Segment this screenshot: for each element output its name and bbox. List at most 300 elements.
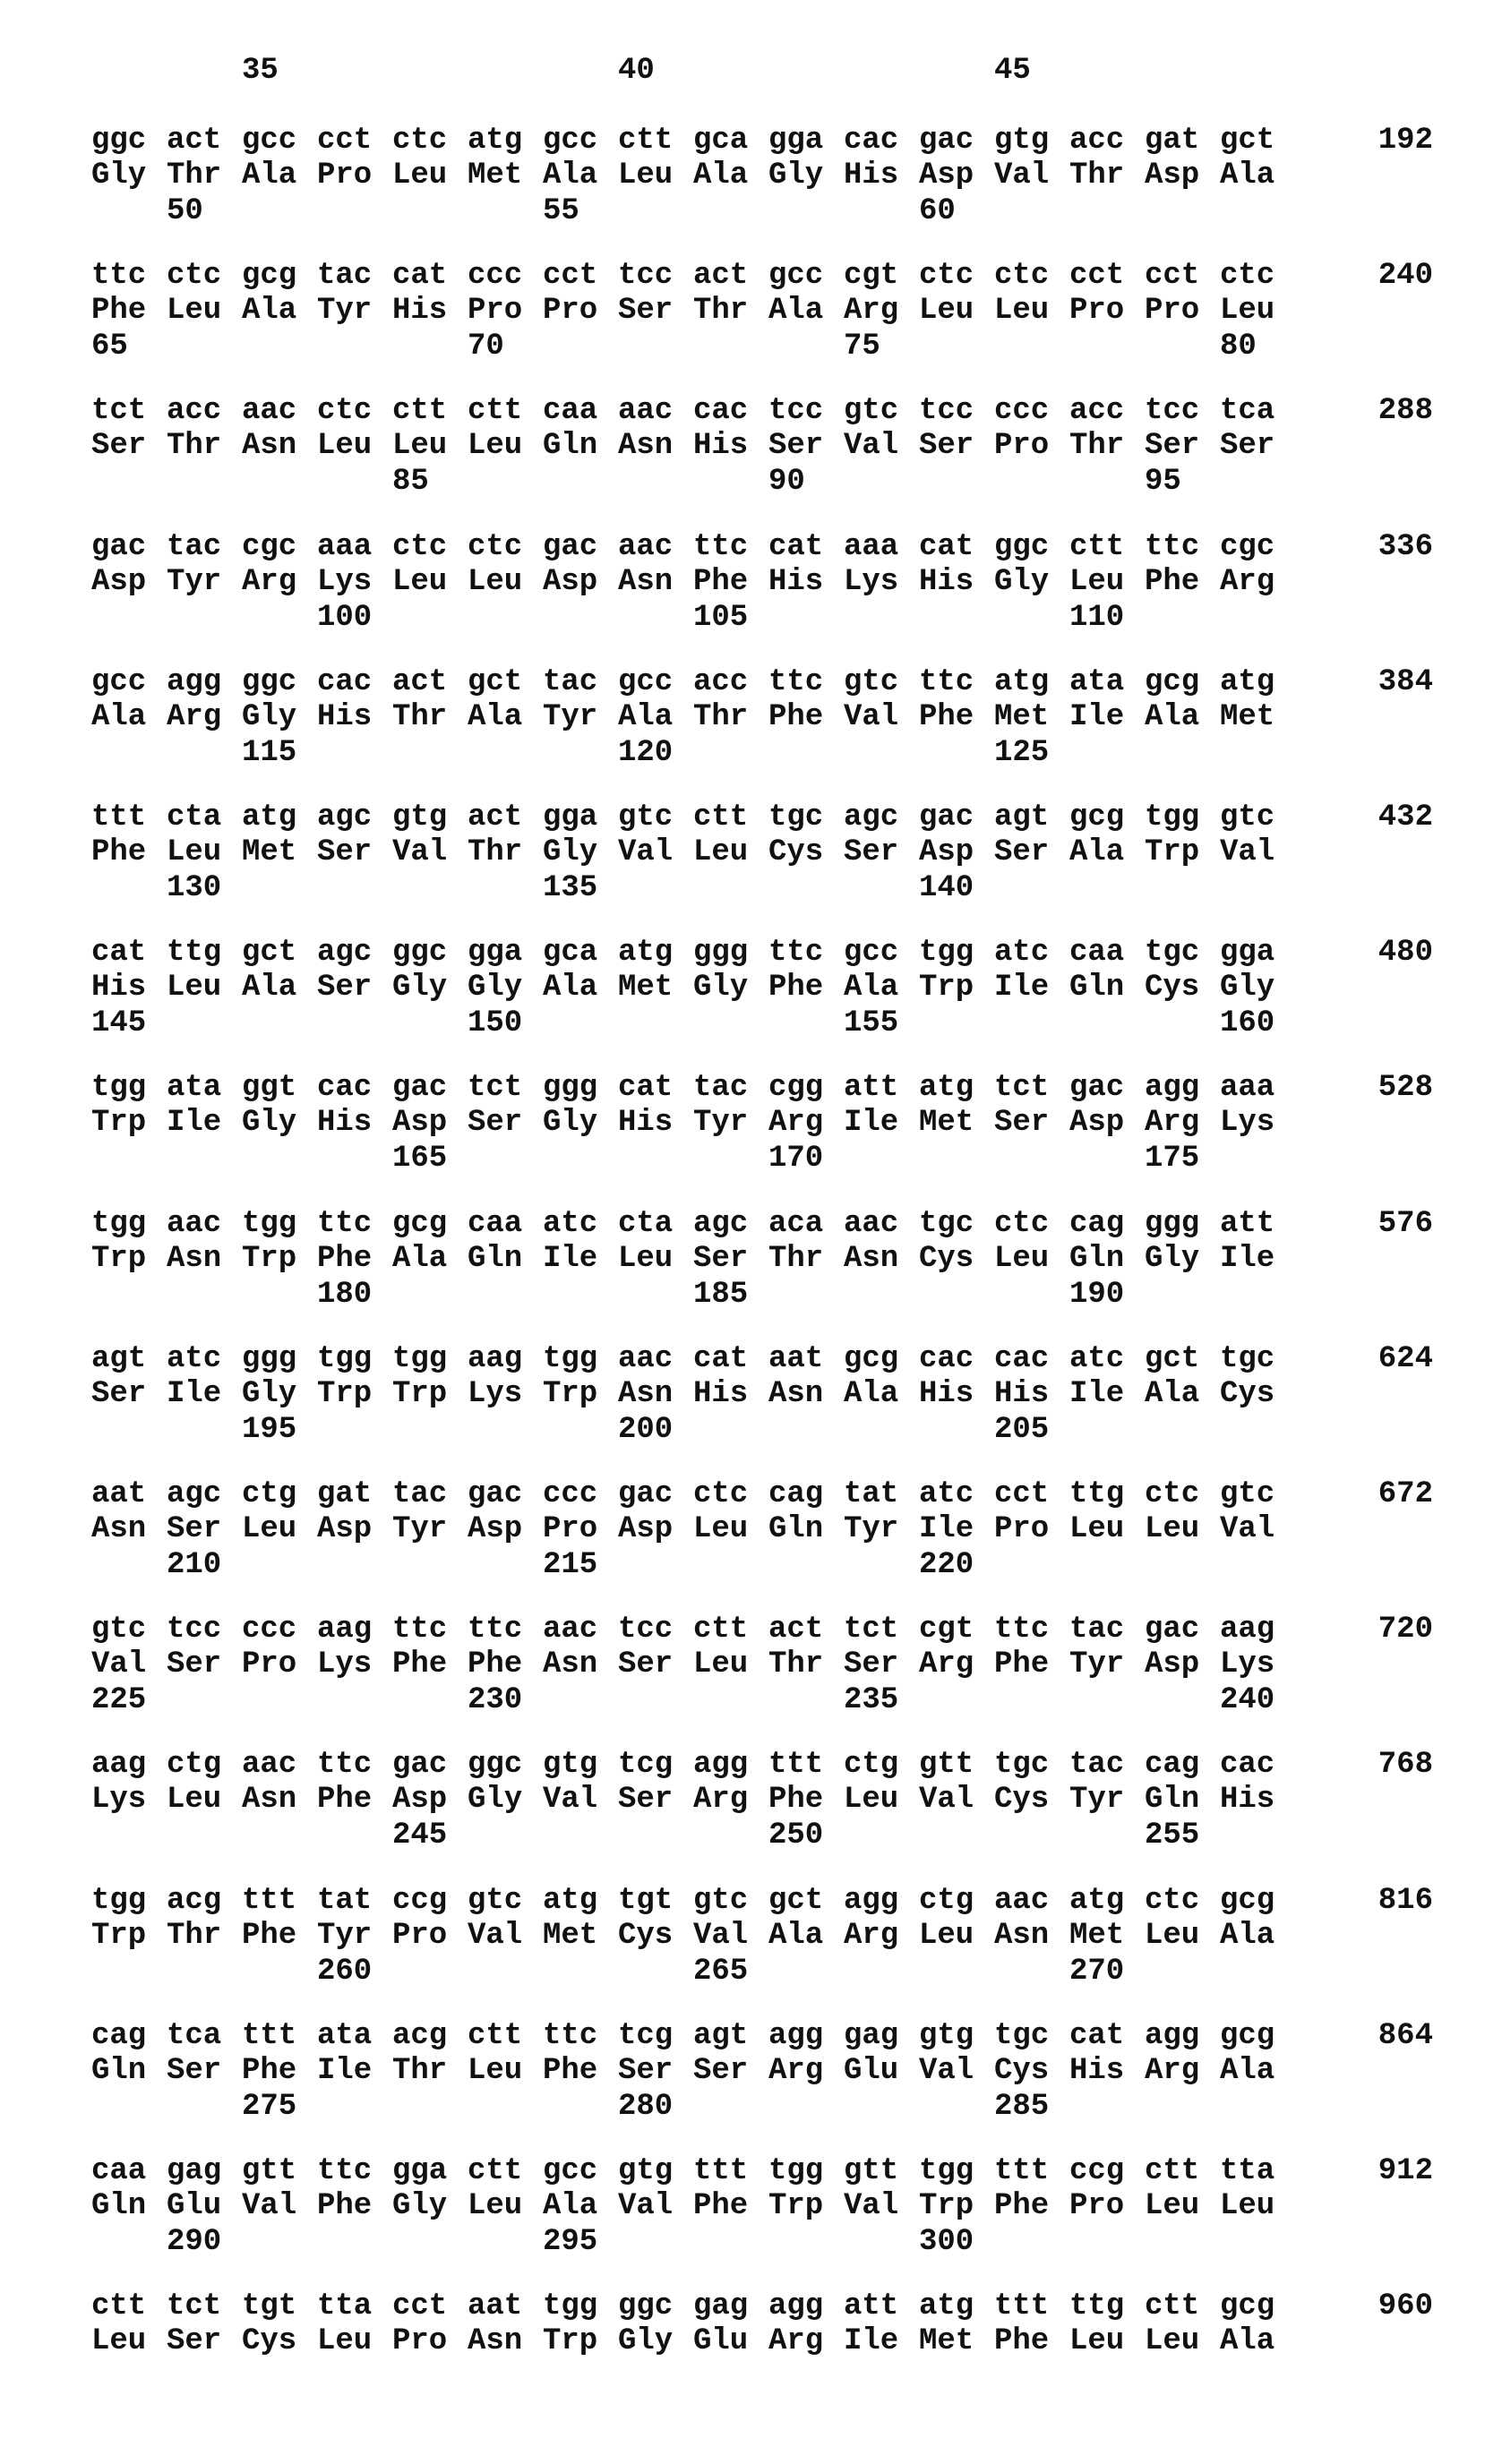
residue-number: 225 bbox=[91, 1683, 167, 1717]
residue-number bbox=[317, 465, 392, 499]
amino-acid: Ser bbox=[91, 1377, 167, 1411]
residue-number: 250 bbox=[768, 1818, 844, 1852]
nucleotide-position: 240 bbox=[1370, 259, 1433, 293]
codon: agg bbox=[1145, 1071, 1220, 1105]
residue-number bbox=[919, 601, 994, 635]
header-residue-numbers-cell bbox=[1220, 54, 1295, 88]
codon: gcg bbox=[1220, 2289, 1295, 2323]
residue-number bbox=[1145, 329, 1220, 364]
residue-number bbox=[768, 871, 844, 905]
codon: gat bbox=[1145, 124, 1220, 158]
codon: tac bbox=[167, 530, 242, 564]
amino-acid: Ala bbox=[1220, 2054, 1295, 2088]
residue-number bbox=[91, 465, 167, 499]
residue-number bbox=[994, 1142, 1069, 1176]
codon: ctt bbox=[91, 2289, 167, 2323]
amino-acid: Cys bbox=[618, 1919, 693, 1953]
codon: gcc bbox=[543, 124, 618, 158]
amino-acid: Ala bbox=[844, 971, 919, 1005]
amino-acid: Leu bbox=[167, 835, 242, 869]
residue-number bbox=[1069, 2225, 1145, 2259]
codon: gac bbox=[1145, 1613, 1220, 1647]
amino-acid: Phe bbox=[919, 700, 994, 734]
residue-number bbox=[392, 871, 468, 905]
codon: tgc bbox=[919, 1207, 994, 1241]
codon: gtg bbox=[543, 1748, 618, 1782]
amino-acid: His bbox=[91, 971, 167, 1005]
amino-acid: Asn bbox=[242, 429, 317, 463]
header-residue-numbers-cell bbox=[1069, 54, 1145, 88]
residue-number bbox=[543, 1818, 618, 1852]
codon: acg bbox=[167, 1884, 242, 1918]
residue-number bbox=[844, 601, 919, 635]
codon: ctt bbox=[693, 1613, 768, 1647]
residue-number bbox=[618, 1548, 693, 1582]
residue-number bbox=[1145, 871, 1220, 905]
codon: ttg bbox=[1069, 2289, 1145, 2323]
residue-number bbox=[1145, 1548, 1220, 1582]
amino-acid: Leu bbox=[618, 1242, 693, 1276]
codon: tat bbox=[844, 1477, 919, 1511]
residue-number bbox=[919, 736, 994, 770]
codon: cta bbox=[618, 1207, 693, 1241]
codon: tct bbox=[994, 1071, 1069, 1105]
codon: gtg bbox=[618, 2154, 693, 2188]
codon: ttg bbox=[167, 936, 242, 970]
residue-number bbox=[392, 2225, 468, 2259]
amino-acid: Asp bbox=[543, 565, 618, 599]
codon: gac bbox=[392, 1748, 468, 1782]
codon: ctc bbox=[1220, 259, 1295, 293]
codon: act bbox=[468, 800, 543, 834]
codon: ccc bbox=[468, 259, 543, 293]
nucleotide-position: 624 bbox=[1370, 1342, 1433, 1376]
codon: ttt bbox=[768, 1748, 844, 1782]
codon: tcg bbox=[618, 1748, 693, 1782]
codon: ttc bbox=[317, 2154, 392, 2188]
residue-number bbox=[392, 1278, 468, 1312]
amino-acid: Ala bbox=[242, 294, 317, 328]
codon: cta bbox=[167, 800, 242, 834]
amino-acid: Lys bbox=[91, 1783, 167, 1817]
amino-acid: Val bbox=[844, 700, 919, 734]
residue-number bbox=[994, 1006, 1069, 1040]
codon: cat bbox=[693, 1342, 768, 1376]
amino-acid: Tyr bbox=[317, 294, 392, 328]
amino-acid: Asn bbox=[167, 1242, 242, 1276]
amino-acid: Cys bbox=[919, 1242, 994, 1276]
residue-number: 235 bbox=[844, 1683, 919, 1717]
amino-acid: Gln bbox=[91, 2054, 167, 2088]
amino-acid: Thr bbox=[1069, 158, 1145, 192]
amino-acid: His bbox=[693, 1377, 768, 1411]
amino-acid: Ala bbox=[543, 2189, 618, 2223]
amino-acid: Pro bbox=[1069, 294, 1145, 328]
amino-acid: Leu bbox=[1069, 565, 1145, 599]
amino-acid: Leu bbox=[1145, 1512, 1220, 1546]
residue-number bbox=[844, 1413, 919, 1447]
codon: agc bbox=[167, 1477, 242, 1511]
nucleotide-position: 960 bbox=[1370, 2289, 1433, 2323]
codon: gcg bbox=[392, 1207, 468, 1241]
nucleotide-position: 576 bbox=[1370, 1207, 1433, 1241]
codon: ctt bbox=[468, 2154, 543, 2188]
codon: agg bbox=[768, 2289, 844, 2323]
amino-acid: Gln bbox=[91, 2189, 167, 2223]
codon: tca bbox=[1220, 394, 1295, 428]
amino-acid: Pro bbox=[242, 1647, 317, 1681]
residue-number bbox=[392, 329, 468, 364]
codon: gcc bbox=[768, 259, 844, 293]
amino-acid: Ile bbox=[1220, 1242, 1295, 1276]
codon: ttc bbox=[693, 530, 768, 564]
residue-number: 300 bbox=[919, 2225, 994, 2259]
codon: gtc bbox=[693, 1884, 768, 1918]
codon: gcg bbox=[844, 1342, 919, 1376]
amino-acid-line bbox=[91, 565, 1295, 599]
codon: agc bbox=[693, 1207, 768, 1241]
amino-acid: Ser bbox=[618, 1647, 693, 1681]
amino-acid: Ala bbox=[1069, 835, 1145, 869]
amino-acid: Ser bbox=[994, 1106, 1069, 1140]
residue-number: 95 bbox=[1145, 465, 1220, 499]
amino-acid: Met bbox=[994, 700, 1069, 734]
amino-acid: His bbox=[317, 1106, 392, 1140]
amino-acid: Leu bbox=[1145, 2324, 1220, 2358]
residue-number bbox=[543, 1278, 618, 1312]
amino-acid: Trp bbox=[543, 1377, 618, 1411]
amino-acid: Leu bbox=[91, 2324, 167, 2358]
codon: agt bbox=[693, 2019, 768, 2053]
codon: atc bbox=[543, 1207, 618, 1241]
codon: cgt bbox=[919, 1613, 994, 1647]
residue-number: 220 bbox=[919, 1548, 994, 1582]
codon: ctc bbox=[1145, 1477, 1220, 1511]
residue-number bbox=[693, 2225, 768, 2259]
residue-number bbox=[1069, 1142, 1145, 1176]
amino-acid: Leu bbox=[1145, 1919, 1220, 1953]
codon: gga bbox=[543, 800, 618, 834]
residue-number: 135 bbox=[543, 871, 618, 905]
amino-acid: Gln bbox=[1069, 1242, 1145, 1276]
amino-acid: Ala bbox=[392, 1242, 468, 1276]
residue-number bbox=[317, 871, 392, 905]
residue-number bbox=[1220, 1413, 1295, 1447]
residue-number bbox=[1069, 1683, 1145, 1717]
codon: cag bbox=[1145, 1748, 1220, 1782]
residue-number bbox=[768, 1548, 844, 1582]
residue-number bbox=[167, 1413, 242, 1447]
codon: ctc bbox=[693, 1477, 768, 1511]
nucleotide-position: 384 bbox=[1370, 665, 1433, 699]
codon: cac bbox=[1220, 1748, 1295, 1782]
residue-number: 160 bbox=[1220, 1006, 1295, 1040]
amino-acid: Asp bbox=[919, 835, 994, 869]
residue-number bbox=[618, 1142, 693, 1176]
codon: ctc bbox=[167, 259, 242, 293]
amino-acid: Met bbox=[543, 1919, 618, 1953]
amino-acid: Leu bbox=[693, 835, 768, 869]
amino-acid: Arg bbox=[693, 1783, 768, 1817]
amino-acid: Arg bbox=[1145, 1106, 1220, 1140]
residue-number bbox=[392, 1413, 468, 1447]
amino-acid: Ser bbox=[1145, 429, 1220, 463]
amino-acid: Gly bbox=[242, 1377, 317, 1411]
amino-acid: Trp bbox=[91, 1242, 167, 1276]
amino-acid: Trp bbox=[317, 1377, 392, 1411]
amino-acid: Ala bbox=[1145, 700, 1220, 734]
residue-number bbox=[1145, 1955, 1220, 1989]
residue-number bbox=[91, 601, 167, 635]
codon: tgg bbox=[317, 1342, 392, 1376]
codon: ttc bbox=[919, 665, 994, 699]
codon: tcc bbox=[618, 1613, 693, 1647]
codon-line bbox=[91, 394, 1295, 428]
codon: atg bbox=[543, 1884, 618, 1918]
codon: gcc bbox=[543, 2154, 618, 2188]
codon: ctt bbox=[1145, 2154, 1220, 2188]
residue-number bbox=[1145, 1006, 1220, 1040]
amino-acid: Tyr bbox=[844, 1512, 919, 1546]
amino-acid: Gly bbox=[618, 2324, 693, 2358]
amino-acid: Val bbox=[844, 2189, 919, 2223]
amino-acid: Thr bbox=[768, 1242, 844, 1276]
amino-acid: Phe bbox=[317, 1783, 392, 1817]
codon: atg bbox=[618, 936, 693, 970]
codon: ggc bbox=[242, 665, 317, 699]
residue-number-line bbox=[91, 1413, 1295, 1447]
codon: tgg bbox=[392, 1342, 468, 1376]
codon: tac bbox=[1069, 1613, 1145, 1647]
codon: agc bbox=[317, 800, 392, 834]
codon: ctt bbox=[1145, 2289, 1220, 2323]
amino-acid: Phe bbox=[693, 565, 768, 599]
codon: gca bbox=[543, 936, 618, 970]
codon: ggc bbox=[618, 2289, 693, 2323]
amino-acid: Tyr bbox=[317, 1919, 392, 1953]
residue-number: 255 bbox=[1145, 1818, 1220, 1852]
nucleotide-position: 912 bbox=[1370, 2154, 1433, 2188]
amino-acid: Gly bbox=[242, 700, 317, 734]
residue-number bbox=[618, 1955, 693, 1989]
residue-number bbox=[919, 2090, 994, 2124]
amino-acid: Asp bbox=[1145, 1647, 1220, 1681]
amino-acid-line bbox=[91, 158, 1295, 192]
residue-number bbox=[468, 1955, 543, 1989]
amino-acid: Asn bbox=[91, 1512, 167, 1546]
amino-acid: Ala bbox=[468, 700, 543, 734]
codon: gtc bbox=[1220, 800, 1295, 834]
amino-acid: Phe bbox=[693, 2189, 768, 2223]
residue-number bbox=[768, 329, 844, 364]
amino-acid: Ile bbox=[844, 2324, 919, 2358]
residue-number bbox=[994, 1683, 1069, 1717]
amino-acid: Pro bbox=[468, 294, 543, 328]
residue-number-line bbox=[91, 1683, 1295, 1717]
amino-acid: Leu bbox=[392, 158, 468, 192]
codon-line bbox=[91, 2019, 1295, 2053]
amino-acid: Asn bbox=[618, 429, 693, 463]
codon: aac bbox=[618, 530, 693, 564]
codon: gtc bbox=[618, 800, 693, 834]
codon: ggc bbox=[468, 1748, 543, 1782]
amino-acid: Gly bbox=[1145, 1242, 1220, 1276]
amino-acid: Asp bbox=[1069, 1106, 1145, 1140]
codon: cac bbox=[317, 1071, 392, 1105]
codon: tgg bbox=[91, 1884, 167, 1918]
residue-number bbox=[242, 465, 317, 499]
amino-acid: Met bbox=[1220, 700, 1295, 734]
residue-number bbox=[618, 601, 693, 635]
codon: ggg bbox=[242, 1342, 317, 1376]
residue-number-line bbox=[91, 1548, 1295, 1582]
codon: tgg bbox=[543, 1342, 618, 1376]
codon: aac bbox=[543, 1613, 618, 1647]
codon: tgg bbox=[768, 2154, 844, 2188]
amino-acid: Ala bbox=[1220, 1919, 1295, 1953]
codon: aaa bbox=[844, 530, 919, 564]
header-residue-numbers-cell: 45 bbox=[994, 54, 1069, 88]
codon: cct bbox=[317, 124, 392, 158]
amino-acid: Val bbox=[618, 835, 693, 869]
amino-acid: Ala bbox=[1145, 1377, 1220, 1411]
codon: ctg bbox=[242, 1477, 317, 1511]
codon: gac bbox=[1069, 1071, 1145, 1105]
amino-acid: Ala bbox=[618, 700, 693, 734]
residue-number bbox=[468, 871, 543, 905]
codon-line bbox=[91, 530, 1295, 564]
amino-acid: Val bbox=[919, 2054, 994, 2088]
residue-number bbox=[618, 329, 693, 364]
codon: tat bbox=[317, 1884, 392, 1918]
amino-acid: His bbox=[618, 1106, 693, 1140]
amino-acid: His bbox=[768, 565, 844, 599]
codon-line bbox=[91, 2154, 1295, 2188]
residue-number bbox=[468, 2090, 543, 2124]
amino-acid: Ile bbox=[994, 971, 1069, 1005]
codon: tta bbox=[1220, 2154, 1295, 2188]
residue-number bbox=[167, 1818, 242, 1852]
codon: agt bbox=[994, 800, 1069, 834]
codon: cat bbox=[1069, 2019, 1145, 2053]
residue-number bbox=[768, 2090, 844, 2124]
codon: ctt bbox=[693, 800, 768, 834]
residue-number-line bbox=[91, 465, 1295, 499]
residue-number bbox=[618, 465, 693, 499]
amino-acid: Pro bbox=[392, 1919, 468, 1953]
residue-number bbox=[618, 1818, 693, 1852]
codon: ttt bbox=[91, 800, 167, 834]
nucleotide-position: 816 bbox=[1370, 1884, 1433, 1918]
amino-acid: Ala bbox=[543, 971, 618, 1005]
codon: cct bbox=[392, 2289, 468, 2323]
amino-acid: Gly bbox=[994, 565, 1069, 599]
residue-number bbox=[1220, 736, 1295, 770]
residue-number bbox=[844, 1955, 919, 1989]
residue-number bbox=[167, 1683, 242, 1717]
residue-number bbox=[543, 465, 618, 499]
codon: cgg bbox=[768, 1071, 844, 1105]
amino-acid: Ala bbox=[768, 1919, 844, 1953]
codon: agc bbox=[844, 800, 919, 834]
codon: agg bbox=[768, 2019, 844, 2053]
amino-acid: Arg bbox=[1145, 2054, 1220, 2088]
amino-acid: Phe bbox=[91, 835, 167, 869]
amino-acid: Leu bbox=[1069, 2324, 1145, 2358]
residue-number bbox=[242, 871, 317, 905]
codon: gtt bbox=[919, 1748, 994, 1782]
amino-acid: His bbox=[317, 700, 392, 734]
codon: ggt bbox=[242, 1071, 317, 1105]
amino-acid: Pro bbox=[994, 1512, 1069, 1546]
codon: act bbox=[693, 259, 768, 293]
residue-number bbox=[844, 1278, 919, 1312]
amino-acid: Pro bbox=[543, 1512, 618, 1546]
residue-number bbox=[1145, 2225, 1220, 2259]
residue-number bbox=[844, 2090, 919, 2124]
residue-number bbox=[919, 1142, 994, 1176]
residue-number bbox=[1220, 601, 1295, 635]
residue-number bbox=[1145, 1413, 1220, 1447]
codon: ggc bbox=[91, 124, 167, 158]
residue-number bbox=[1069, 465, 1145, 499]
codon: gcc bbox=[844, 936, 919, 970]
codon: ccg bbox=[1069, 2154, 1145, 2188]
amino-acid: Glu bbox=[167, 2189, 242, 2223]
nucleotide-position: 336 bbox=[1370, 530, 1433, 564]
residue-number bbox=[1145, 194, 1220, 228]
amino-acid: Trp bbox=[768, 2189, 844, 2223]
codon: cat bbox=[618, 1071, 693, 1105]
amino-acid: Thr bbox=[167, 429, 242, 463]
codon: ccg bbox=[392, 1884, 468, 1918]
amino-acid: Trp bbox=[1145, 835, 1220, 869]
amino-acid: Ser bbox=[1220, 429, 1295, 463]
codon: cac bbox=[919, 1342, 994, 1376]
amino-acid: Ala bbox=[543, 158, 618, 192]
codon: ttt bbox=[994, 2154, 1069, 2188]
amino-acid: Leu bbox=[167, 971, 242, 1005]
residue-number bbox=[543, 1955, 618, 1989]
amino-acid: Leu bbox=[1069, 1512, 1145, 1546]
residue-number bbox=[1145, 2090, 1220, 2124]
codon: gcg bbox=[1069, 800, 1145, 834]
residue-number: 280 bbox=[618, 2090, 693, 2124]
amino-acid: Lys bbox=[317, 565, 392, 599]
codon: tgc bbox=[1220, 1342, 1295, 1376]
codon: gca bbox=[693, 124, 768, 158]
amino-acid: Ala bbox=[693, 158, 768, 192]
residue-number bbox=[994, 871, 1069, 905]
residue-number: 140 bbox=[919, 871, 994, 905]
amino-acid: Asp bbox=[392, 1783, 468, 1817]
nucleotide-position: 720 bbox=[1370, 1613, 1433, 1647]
header-residue-numbers bbox=[91, 54, 1295, 88]
residue-number bbox=[994, 2225, 1069, 2259]
amino-acid-line bbox=[91, 1919, 1295, 1953]
amino-acid: Leu bbox=[468, 2054, 543, 2088]
residue-number bbox=[317, 736, 392, 770]
amino-acid: Leu bbox=[167, 294, 242, 328]
codon: ctg bbox=[919, 1884, 994, 1918]
codon: gct bbox=[1220, 124, 1295, 158]
amino-acid: Ser bbox=[994, 835, 1069, 869]
codon: gtg bbox=[392, 800, 468, 834]
residue-number bbox=[167, 736, 242, 770]
codon: gcg bbox=[242, 259, 317, 293]
nucleotide-position: 288 bbox=[1370, 394, 1433, 428]
header-residue-numbers-cell bbox=[844, 54, 919, 88]
